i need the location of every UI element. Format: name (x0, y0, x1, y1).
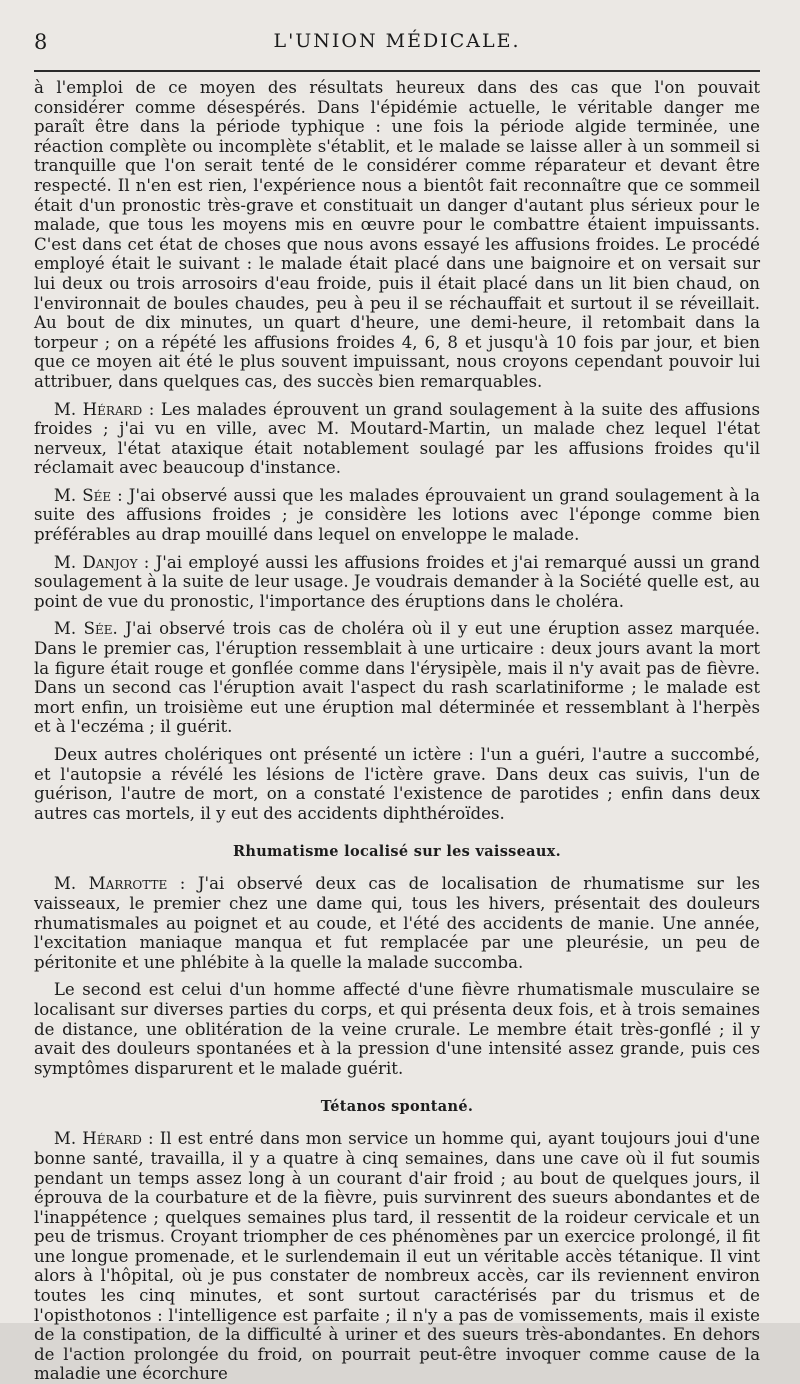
paragraph (34, 980, 760, 1078)
paragraph-text: Les malades éprouvent un grand soulagement à la suite des affusions froides ; j'ai vu en ville, avec M. Moutard-Martin, un malade chez lequel l'état nerveux, l'état ataxique était notablement soulagé par les affusions froides qu'il réclamait avec beaucoup d'instance. (34, 399, 761, 478)
opening-paragraph: à l'emploi de ce moyen des résultats heureux dans des cas que l'on pouvait considérer comme désespérés. Dans l'épidémie actuelle, le véritable danger me paraît être dans la période typhique : une fois la période algide terminée, une réaction complète ou incomplète s'établit, et le malade se laisse aller à un sommeil si tranquille que l'on serait tenté de le considérer comme réparateur et devant être respecté. Il n'en est rien, l'expérience nous a bientôt fait reconnaître que ce sommeil était d'un pronostic très-grave et constituait un danger d'autant plus sérieux pour le malade, que tous les moyens mis en œuvre pour le combattre étaient impuissants. C'est dans cet état de choses que nous avons essayé les affusions froides. Le procédé employé était le suivant : le malade était placé dans une baignoire et on versait sur lui deux ou trois arrosoirs d'eau froide, puis il était placé dans un lit bien chaud, on l'environnait de boules chaudes, peu à peu il se réchauffait et surtout il se réveillait. Au bout de dix minutes, un quart d'heure, une demi-heure, il retombait dans la torpeur ; on a répété les affusions froides 4, 6, 8 et jusqu'à 10 fois par jour, et bien que ce moyen ait été le plus souvent impuissant, nous croyons cependant pouvoir lui attribuer, dans quelques cas, des succès bien remarquables. (34, 78, 760, 391)
page-header (34, 22, 760, 56)
discussion-paragraphs-1 (34, 400, 760, 824)
paragraph-text: J'ai employé aussi les affusions froides et j'ai remarqué aussi un grand soulagement à la suite de leur usage. Je voudrais demander à la Société quelle est, au point de vue du pronostic, l'importance des éruptions dans le choléra. (34, 552, 760, 611)
discussion-paragraphs-2 (34, 874, 760, 1078)
section-heading-rhumatisme: Rhumatisme localisé sur les vaisseaux. (233, 843, 561, 861)
journal-title: L'UNION MÉDICALE. (273, 30, 521, 52)
speaker-name: M. Sée. (53, 619, 118, 639)
paragraph (34, 553, 760, 612)
article-body (34, 78, 760, 1384)
speaker-name: M. Hérard : (53, 399, 155, 419)
paragraph-text: J'ai observé deux cas de localisation de rhumatisme sur les vaisseaux, le premier chez une dame qui, tous les hivers, présentait des douleurs rhumatismales au poignet et au coude, et l'été des accidents de manie. Une année, l'excitation maniaque manqua et fut remplacée par une pleurésie, un peu de péritonite et une phlébite à la quelle la malade succomba. (34, 874, 760, 972)
speaker-name: M. Marrotte : (53, 874, 186, 894)
paragraph (34, 1129, 760, 1384)
speaker-name: M. Danjoy : (53, 552, 150, 572)
paragraph-text: Deux autres cholériques ont présenté un ictère : l'un a guéri, l'autre a succombé, et l'autopsie a révélé les lésions de l'ictère grave. Dans deux cas suivis, l'un de guérison, l'autre de mort, on a constaté l'existence de parotides ; enfin dans deux autres cas mortels, il y eut des accidents diphthéroïdes. (34, 745, 760, 823)
section-heading-tetanos: Tétanos spontané. (320, 1098, 474, 1116)
speaker-name: M. Hérard : (53, 1129, 154, 1149)
paragraph-text: Le second est celui d'un homme affecté d'une fièvre rhumatismale musculaire se localisant sur diverses parties du corps, et qui présenta deux fois, et à trois semaines de distance, une oblitération de la veine crurale. Le membre était très-gonflé ; il y avait des douleurs spontanées et à la pression d'une intensité assez grande, puis ces symptômes disparurent et le malade guérit. (34, 980, 760, 1078)
paragraph (34, 874, 760, 972)
discussion-paragraphs-3 (34, 1129, 760, 1384)
paragraph (34, 486, 760, 545)
paragraph (34, 400, 760, 478)
paragraph (34, 619, 760, 737)
header-rule (34, 70, 760, 72)
paragraph-text: J'ai observé trois cas de choléra où il y eut une éruption assez marquée. Dans le premier cas, l'éruption ressemblait à une urticaire : deux jours avant la mort la figure était rouge et gonflée comme dans l'érysipèle, mais il n'y avait pas de fièvre. Dans un second cas l'éruption avait l'aspect du rash scarlatiniforme ; le malade est mort enfin, un troisième eut une éruption mal déterminée et ressemblant à l'herpès et à l'eczéma ; il guérit. (34, 619, 760, 737)
paragraph-text: Il est entré dans mon service un homme qui, ayant toujours joui d'une bonne santé, travailla, il y a quatre à cinq semaines, dans une cave où il fut soumis pendant un temps assez long à un courant d'air froid ; au bout de quelques jours, il éprouva de la courbature et de la fièvre, puis survinrent des sueurs abondantes et de l'inappétence ; quelques semaines plus tard, il ressentit de la roideur cervicale et un peu de trismus. Croyant triompher de ces phénomènes par un exercice prolongé, il fit une longue promenade, et le surlendemain il eut un véritable accès tétanique. Il vint alors à l'hôpital, où je pus constater de nombreux accès, car ils reviennent environ toutes les cinq minutes, et sont surtout caractérisés par du trismus et de l'opisthotonos : l'intelligence est parfaite ; il n'y a pas de vomissements, mais il existe de la constipation, de la difficulté à uriner et des sueurs très-abondantes. En dehors de l'action prolongée du froid, on pourrait peut-être invoquer comme cause de la maladie une écorchure (34, 1129, 760, 1384)
paragraph (34, 745, 760, 823)
page-number: 8 (34, 30, 48, 54)
speaker-name: M. Sée : (53, 485, 123, 505)
paragraph-text: J'ai observé aussi que les malades éprouvaient un grand soulagement à la suite des affusions froides ; je considère les lotions avec l'éponge comme bien préférables au drap mouillé dans lequel on enveloppe le malade. (34, 485, 760, 545)
